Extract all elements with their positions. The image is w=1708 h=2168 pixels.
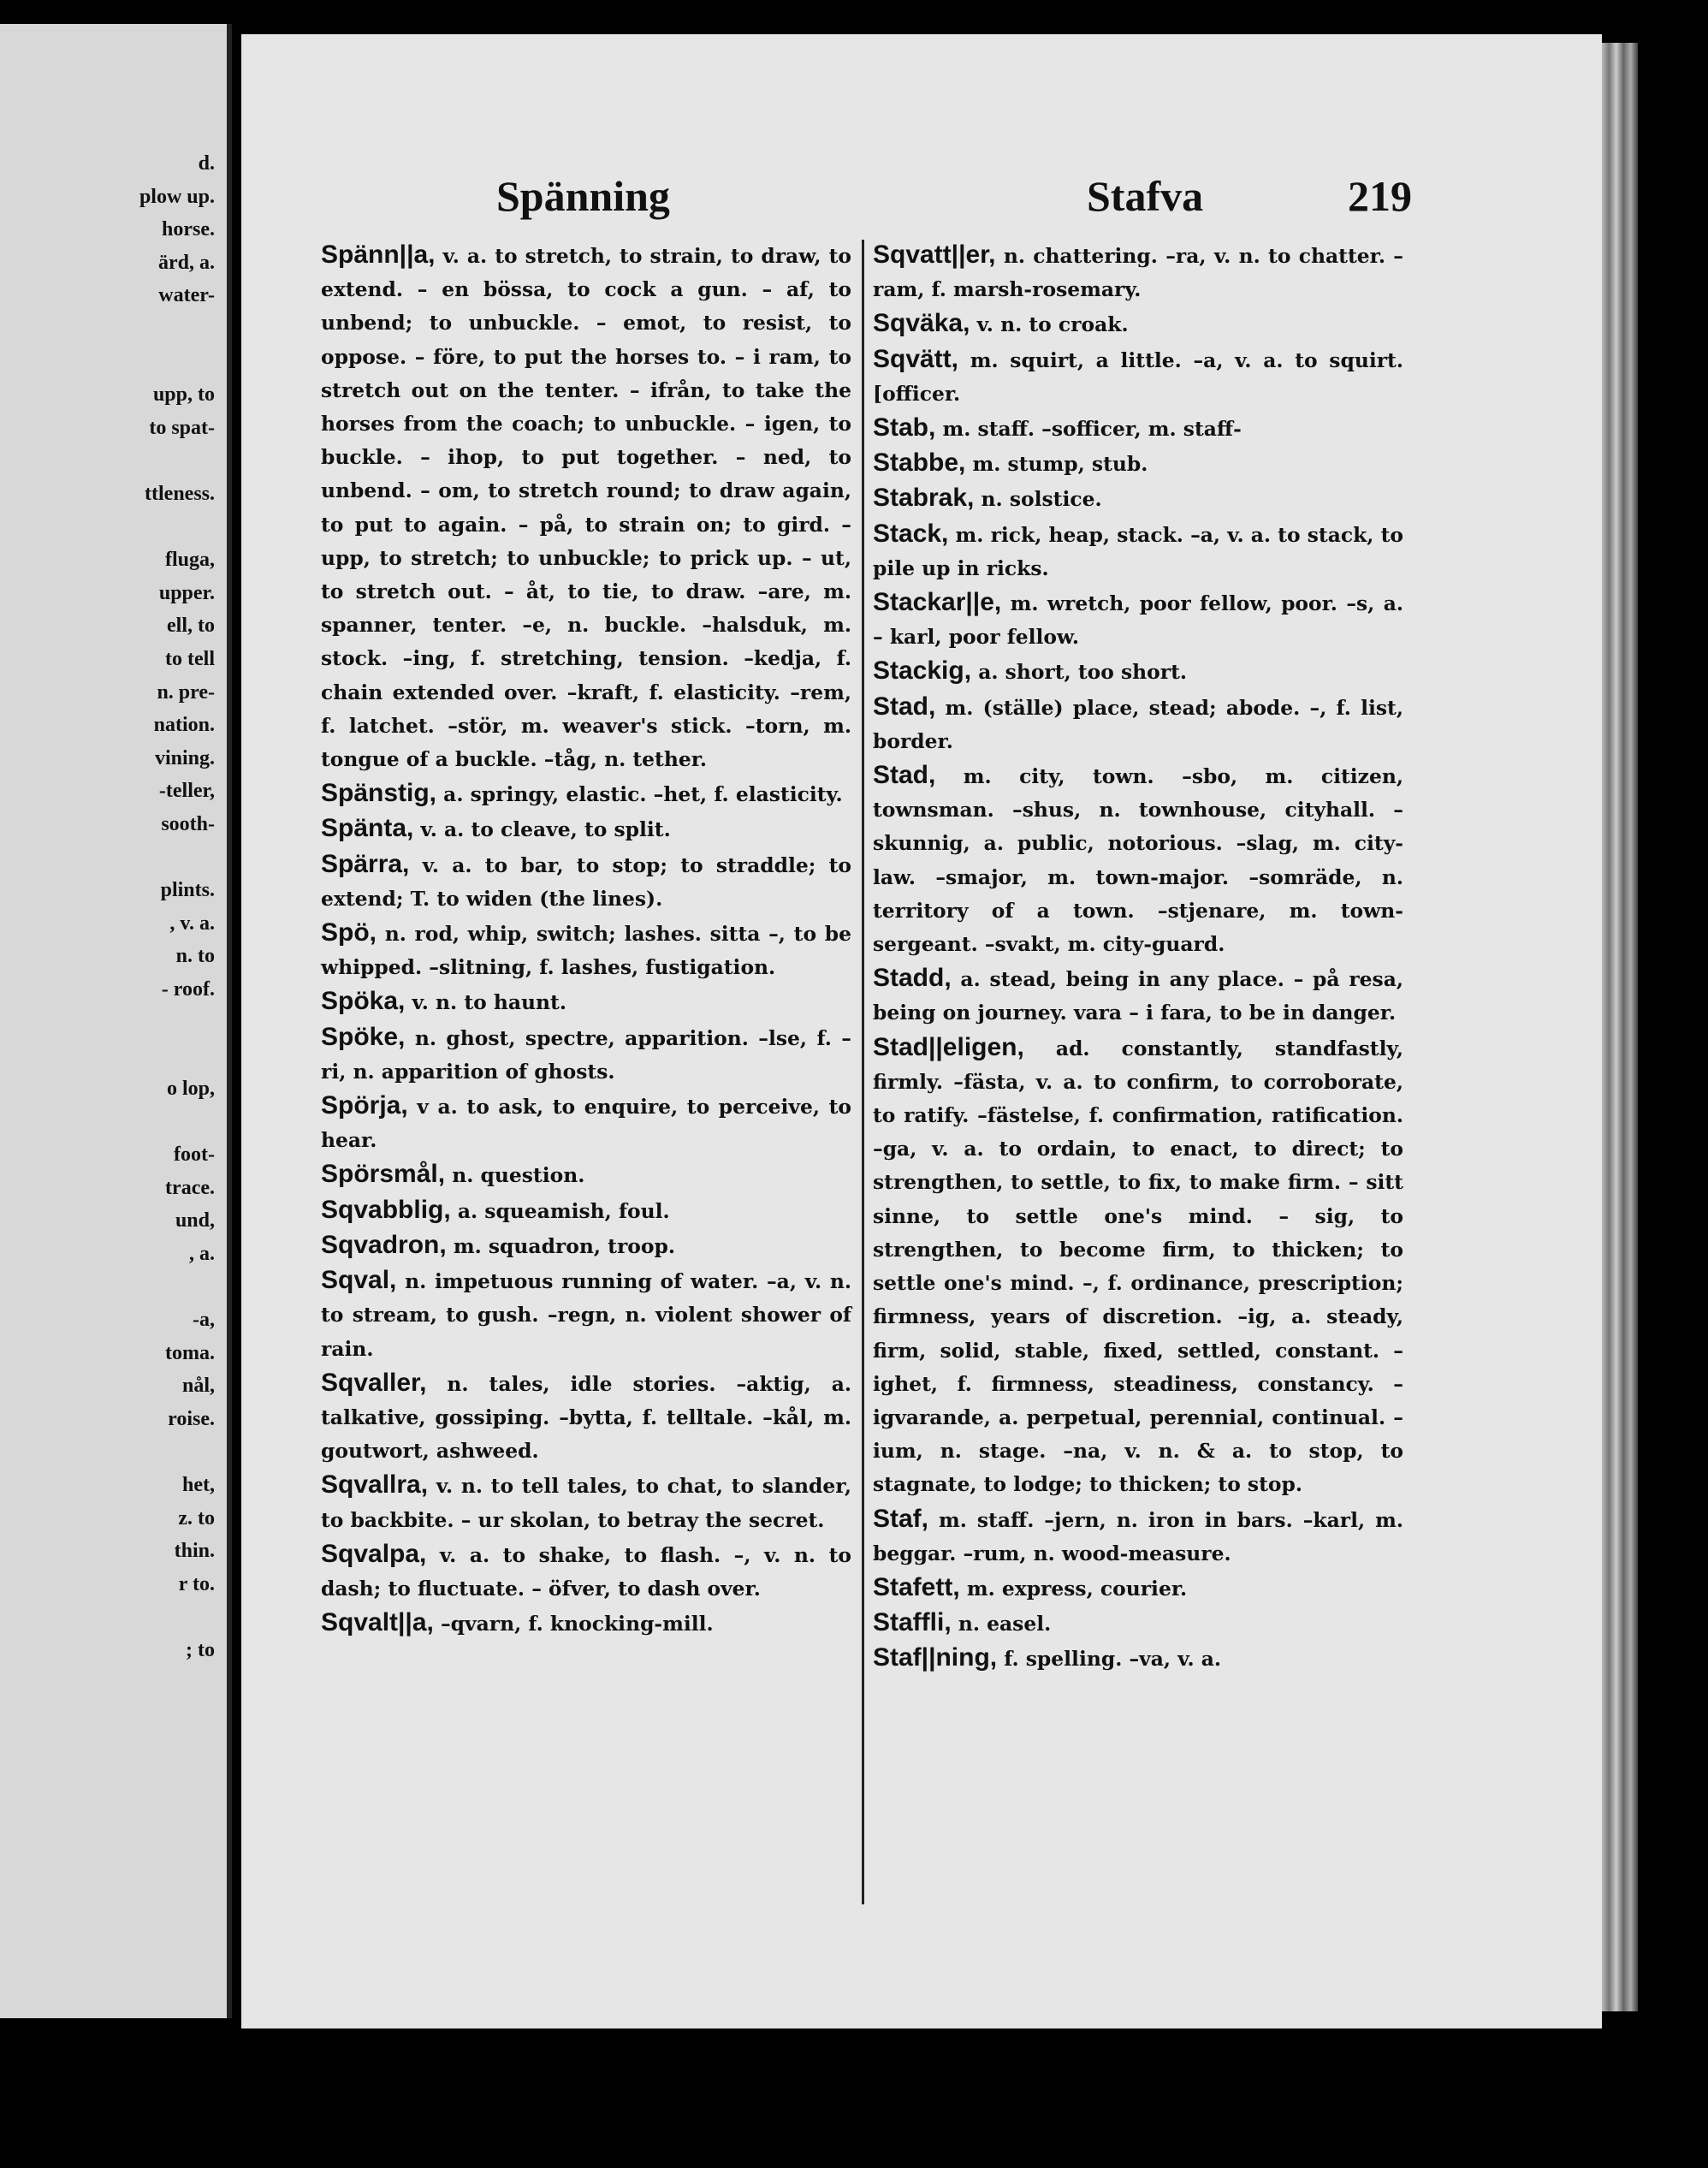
headword: Stafett,	[873, 1572, 960, 1601]
definition: m. (ställe) place, stead; abode. –, f. list, border.	[873, 695, 1403, 753]
prev-page-line: upper.	[158, 581, 215, 604]
definition: m. city, town. –sbo, m. citizen, townsman. –shus, n. townhouse, cityhall. –skunnig, a. public, notorious. –slag, m. city-law. –smajor, m. town-major. –somräde, n. territory of a town. –stjenare, m. town-sergeant. –svakt, m. city-guard.	[873, 764, 1403, 957]
prev-page-line: horse.	[162, 218, 215, 241]
headword: Spänn||a,	[321, 241, 436, 269]
dictionary-entry	[321, 916, 851, 984]
running-head-left: Spänning	[496, 172, 670, 220]
dictionary-entry	[321, 1468, 851, 1536]
prev-page-line: und,	[175, 1209, 215, 1232]
definition: n. ghost, spectre, apparition. –lse, f. –ri, n. apparition of ghosts.	[321, 1025, 851, 1084]
prev-page-line: ell, to	[167, 615, 215, 638]
definition: n. impetuous running of water. –a, v. n. to stream, to gush. –regn, n. violent shower of rain.	[321, 1269, 851, 1361]
dictionary-entry	[321, 811, 851, 846]
dictionary-entry	[321, 1263, 851, 1366]
prev-page-line: nål,	[181, 1375, 215, 1398]
dictionary-entry	[873, 446, 1403, 481]
headword: Stad||eligen,	[873, 1032, 1024, 1061]
dictionary-entry	[873, 411, 1403, 446]
prev-page-line: plints.	[160, 879, 215, 902]
headword: Spö,	[321, 918, 377, 947]
definition: m. wretch, poor fellow, poor. –s, a. – karl, poor fellow.	[873, 591, 1403, 650]
headword: Spöke,	[321, 1022, 406, 1051]
definition: v a. to ask, to enquire, to perceive, to hear.	[321, 1095, 851, 1153]
headword: Sqvaller,	[321, 1368, 427, 1397]
dictionary-entry	[873, 654, 1403, 689]
dictionary-entry	[321, 238, 851, 776]
dictionary-entry	[873, 1641, 1403, 1676]
definition: n. rod, whip, switch; lashes. sitta –, to be whipped. –slitning, f. lashes, fustigation.	[321, 922, 851, 980]
definition: m. rick, heap, stack. –a, v. a. to stack, to pile up in ricks.	[873, 522, 1403, 580]
prev-page-line: roise.	[168, 1407, 215, 1430]
dictionary-entry	[321, 1537, 851, 1606]
definition: f. spelling. –va, v. a.	[997, 1647, 1222, 1672]
definition: n. question.	[445, 1163, 585, 1188]
definition: n. easel.	[951, 1612, 1052, 1636]
headword: Spöka,	[321, 987, 406, 1016]
definition: v. a. to cleave, to split.	[413, 817, 671, 842]
running-head-right: Stafva	[1087, 172, 1204, 220]
definition: v. n. to croak.	[970, 312, 1129, 337]
prev-page-line: thin.	[174, 1540, 215, 1563]
dictionary-entry	[873, 342, 1403, 411]
prev-page-line: ttleness.	[145, 483, 215, 505]
prev-page-line: foot-	[174, 1143, 215, 1166]
headword: Stad,	[873, 692, 936, 721]
definition: n. solstice.	[974, 487, 1102, 512]
column-divider	[862, 240, 864, 1904]
dictionary-entry	[873, 1502, 1403, 1571]
headword: Sqvalt||a,	[321, 1608, 434, 1637]
headword: Stackar||e,	[873, 588, 1002, 617]
dictionary-entry	[873, 306, 1403, 342]
prev-page-line: z. to	[178, 1506, 215, 1529]
headword: Spörja,	[321, 1091, 408, 1120]
headword: Sqvatt||er,	[873, 241, 996, 269]
definition: n. tales, idle stories. –aktig, a. talkative, gossiping. –bytta, f. telltale. –kål, m. goutwort, ashweed.	[321, 1371, 851, 1464]
dictionary-entry	[321, 1020, 851, 1089]
definition: a. squeamish, foul.	[450, 1198, 670, 1223]
dictionary-entry	[321, 1228, 851, 1263]
dictionary-entry	[321, 1157, 851, 1192]
headword: Sqvalpa,	[321, 1539, 427, 1568]
prev-page-line: toma.	[165, 1341, 215, 1364]
definition: a. springy, elastic. –het, f. elasticity.	[436, 782, 843, 807]
headword: Stab,	[873, 413, 936, 443]
definition: v. n. to tell tales, to chat, to slander, to backbite. – ur skolan, to betray the secret.	[321, 1474, 851, 1532]
definition: m. stump, stub.	[965, 452, 1148, 477]
definition: m. staff. –sofficer, m. staff-	[935, 417, 1242, 442]
definition: a. short, too short.	[971, 660, 1188, 685]
dictionary-entry	[873, 1031, 1403, 1502]
headword: Sqväka,	[873, 309, 970, 338]
definition: m. express, courier.	[959, 1576, 1188, 1601]
dictionary-entry	[321, 1366, 851, 1469]
previous-page-fragment	[0, 24, 232, 2018]
definition: m. staff. –jern, n. iron in bars. –karl, m. beggar. –rum, n. wood-measure.	[873, 1507, 1403, 1565]
prev-page-line: - roof.	[161, 978, 215, 1001]
dictionary-entry	[321, 847, 851, 916]
prev-page-line: plow up.	[139, 185, 215, 208]
definition: v. a. to stretch, to strain, to draw, to extend. – en bössa, to cock a gun. – af, to unbend; to unbuckle. – emot, to resist, to oppose. – före, to put the horses to. – i ram, to stretch out on the tenter. – ifrån, to take the horses from the coach; to unbuckle. – igen, to buckle. – ihop, to put together. – ned, to unbend. – om, to stretch round; to draw again, to put to again. – på, to strain on; to gird. – upp, to stretch; to unbuckle; to prick up. – ut, to stretch out. – åt, to tie, to draw. –are, m. spanner, tenter. –e, n. buckle. –halsduk, m. stock. –ing, f. stretching, tension. –kedja, f. chain extended over. –kraft, f. elasticity. –rem, f. latchet. –stör, m. weaver's stick. –torn, m. tongue of a buckle. –tåg, n. tether.	[321, 244, 851, 772]
headword: Spörsmål,	[321, 1160, 446, 1189]
dictionary-entry	[873, 517, 1403, 585]
prev-page-line: vining.	[154, 746, 215, 769]
right-column	[873, 238, 1403, 1677]
dictionary-entry	[321, 1193, 851, 1228]
headword: Spärra,	[321, 849, 410, 878]
headword: Sqvallra,	[321, 1470, 429, 1500]
definition: v. a. to shake, to flash. –, v. n. to dash; to fluctuate. – öfver, to dash over.	[321, 1542, 851, 1601]
prev-page-line: ärd, a.	[158, 251, 215, 274]
prev-page-line: upp, to	[152, 383, 215, 407]
prev-page-line: fluga,	[164, 549, 215, 572]
headword: Stack,	[873, 519, 949, 548]
dictionary-entry	[873, 758, 1403, 961]
dictionary-entry	[321, 984, 851, 1019]
dictionary-entry	[873, 690, 1403, 758]
definition: –qvarn, f. knocking-mill.	[433, 1612, 714, 1636]
prev-page-line: to tell	[165, 648, 215, 670]
dictionary-entry	[873, 1606, 1403, 1641]
definition: v. a. to bar, to stop; to straddle; to extend; T. to widen (the lines).	[321, 852, 851, 911]
page-number: 219	[1348, 172, 1412, 220]
headword: Stabrak,	[873, 484, 975, 513]
headword: Stadd,	[873, 964, 952, 993]
headword: Stabbe,	[873, 448, 966, 478]
dictionary-entry	[873, 1571, 1403, 1606]
headword: Staffli,	[873, 1608, 952, 1637]
prev-page-line: o lop,	[166, 1077, 215, 1100]
page-edges	[1602, 43, 1638, 2011]
dictionary-entry	[873, 481, 1403, 516]
prev-page-line: -teller,	[158, 780, 215, 803]
definition: m. squirt, a little. –a, v. a. to squirt. [officer.	[873, 347, 1403, 406]
headword: Stackig,	[873, 656, 972, 686]
headword: Staf||ning,	[873, 1643, 998, 1672]
dictionary-entry	[321, 1606, 851, 1641]
prev-page-line: n. pre-	[157, 680, 215, 704]
prev-page-line: trace.	[165, 1176, 215, 1199]
definition: a. stead, being in any place. – på resa, being on journey. vara – i fara, to be in danger.	[873, 967, 1403, 1025]
headword: Spänstig,	[321, 779, 437, 808]
dictionary-entry	[321, 1089, 851, 1157]
prev-page-line: -a,	[193, 1309, 215, 1331]
prev-page-line: nation.	[153, 714, 215, 737]
prev-page-line: het,	[182, 1474, 215, 1496]
prev-page-line: sooth-	[161, 813, 215, 835]
definition: m. squadron, troop.	[446, 1233, 675, 1258]
dictionary-entry	[873, 585, 1403, 654]
prev-page-line: to spat-	[149, 416, 215, 439]
headword: Sqval,	[321, 1266, 397, 1295]
left-column	[321, 238, 851, 1641]
headword: Sqvätt,	[873, 344, 959, 373]
headword: Staf,	[873, 1504, 929, 1533]
definition: n. chattering. –ra, v. n. to chatter. –ram, f. marsh-rosemary.	[873, 244, 1403, 302]
prev-page-line: water-	[158, 284, 215, 307]
headword: Stad,	[873, 761, 936, 790]
headword: Spänta,	[321, 814, 414, 843]
dictionary-entry	[873, 961, 1403, 1030]
definition: v. n. to haunt.	[405, 990, 567, 1015]
prev-page-line: d.	[198, 152, 215, 175]
definition: ad. constantly, standfastly, firmly. –fästa, v. a. to confirm, to corroborate, to ratify. –fästelse, f. confirmation, ratification. –ga, v. a. to ordain, to enact, to direct; to strengthen, to settle, to fix, to make firm. – sitt sinne, to settle one's mind. – sig, to strengthen, to become firm, to thicken; to settle one's mind. –, f. ordinance, prescription; firmness, years of discretion. –ig, a. steady, firm, solid, stable, fixed, settled, constant. –ighet, f. firmness, steadiness, constancy. –igvarande, a. perpetual, perennial, continual. –ium, n. stage. –na, v. n. & a. to stop, to stagnate, to lodge; to thicken; to stop.	[873, 1036, 1403, 1497]
headword: Sqvadron,	[321, 1230, 447, 1259]
dictionary-entry	[321, 776, 851, 811]
prev-page-line: , v. a.	[169, 912, 215, 935]
prev-page-line: ; to	[186, 1639, 215, 1661]
prev-page-line: n. to	[175, 945, 215, 968]
prev-page-line: r to.	[178, 1572, 215, 1595]
dictionary-entry	[873, 238, 1403, 306]
headword: Sqvabblig,	[321, 1195, 451, 1224]
prev-page-line: , a.	[189, 1242, 215, 1265]
